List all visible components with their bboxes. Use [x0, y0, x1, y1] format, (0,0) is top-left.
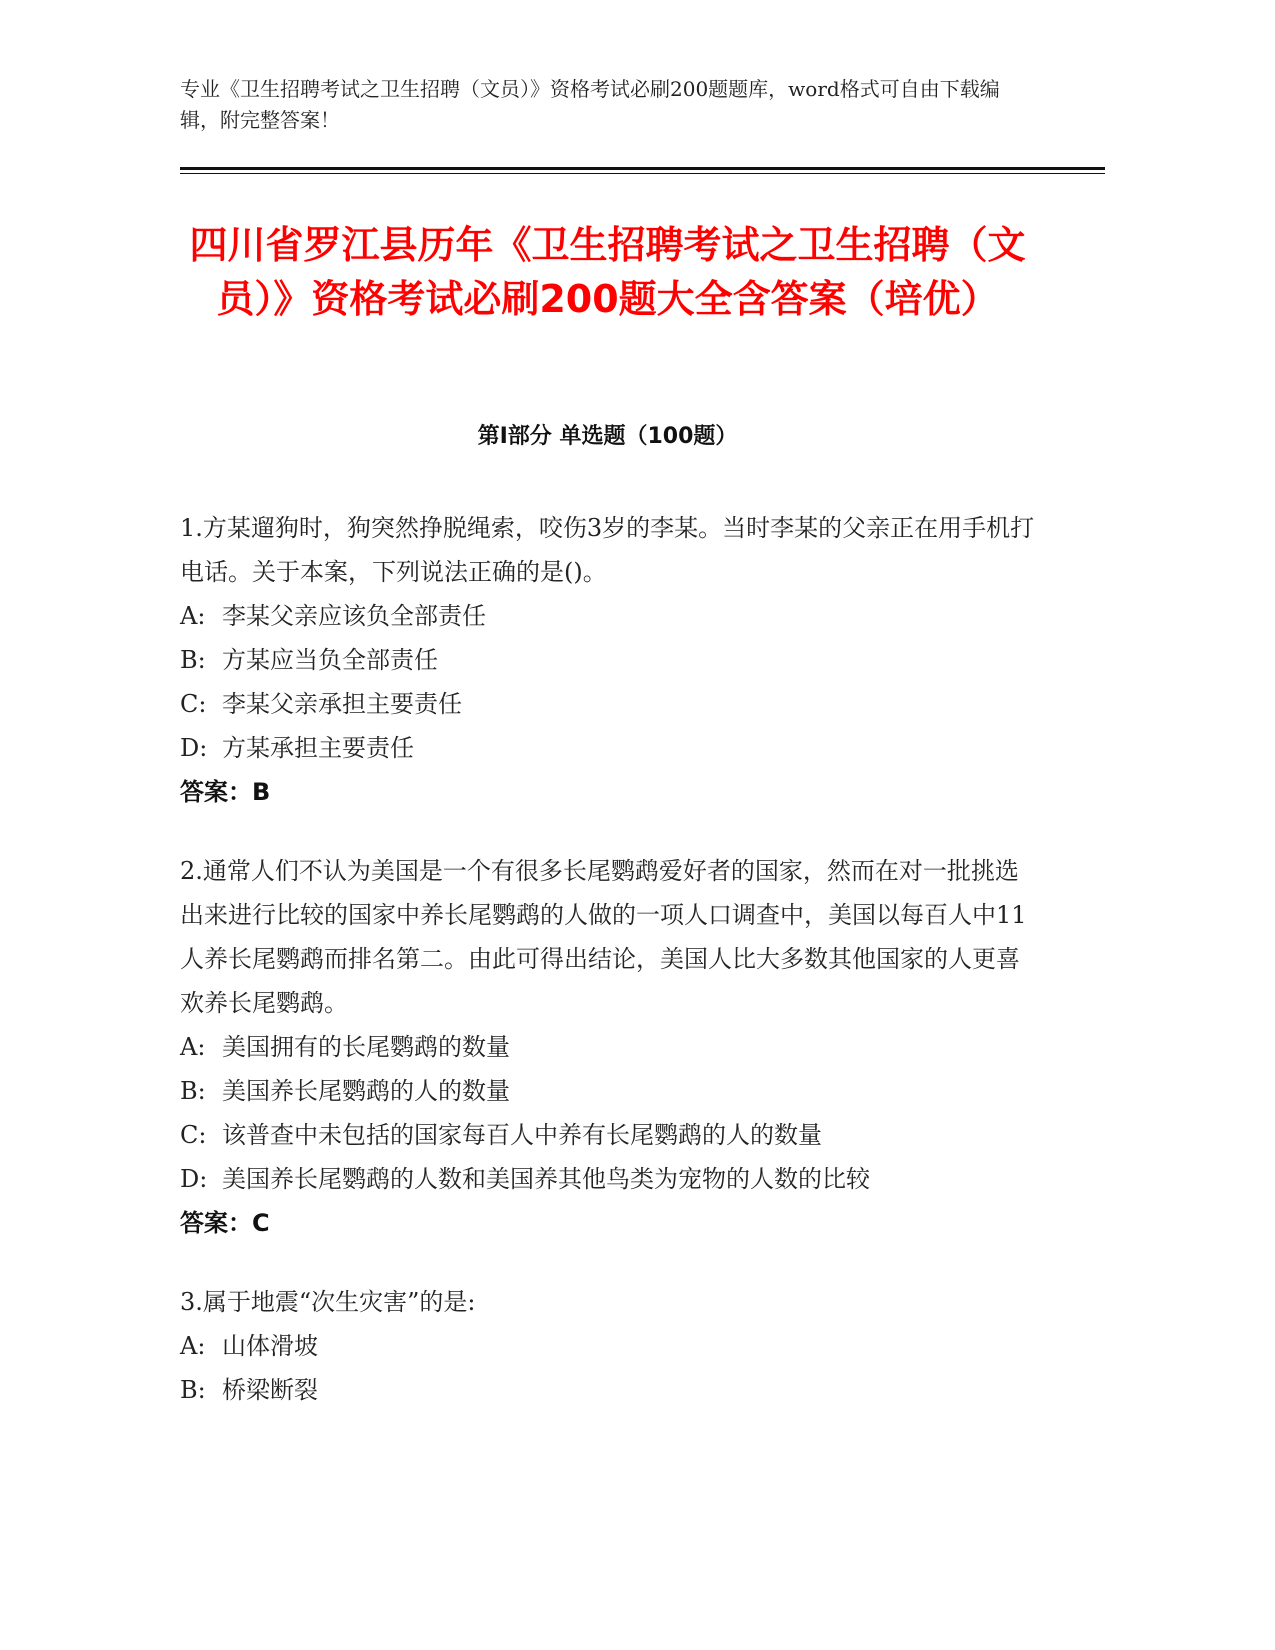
option-letter: B:: [180, 1077, 206, 1105]
option-text: 美国养长尾鹦鹉的人的数量: [222, 1077, 510, 1105]
option-text: 方某应当负全部责任: [222, 646, 438, 674]
option-text: 该普查中未包括的国家每百人中养有长尾鹦鹉的人的数量: [222, 1121, 822, 1149]
option-d: [180, 1157, 1040, 1201]
option-letter: B:: [180, 1376, 206, 1404]
option-b: [180, 1368, 1040, 1412]
option-text: 李某父亲承担主要责任: [222, 690, 462, 718]
option-text: 方某承担主要责任: [222, 734, 414, 762]
option-letter: A:: [180, 1332, 206, 1360]
question-1: [180, 506, 1040, 814]
option-text: 美国养长尾鹦鹉的人数和美国养其他鸟类为宠物的人数的比较: [222, 1165, 870, 1193]
option-a: [180, 1324, 1040, 1368]
question-3: [180, 1280, 1040, 1412]
option-letter: D:: [180, 734, 208, 762]
document-title: 四川省罗江县历年《卫生招聘考试之卫生招聘（文员）》资格考试必刷200题大全含答案（培优）: [189, 223, 1026, 321]
option-text: 李某父亲应该负全部责任: [222, 602, 486, 630]
option-letter: A:: [180, 602, 206, 630]
option-text: 山体滑坡: [222, 1332, 318, 1360]
option-a: [180, 1025, 1040, 1069]
option-letter: D:: [180, 1165, 208, 1193]
option-c: [180, 682, 1040, 726]
question-stem: 2.通常人们不认为美国是一个有很多长尾鹦鹉爱好者的国家，然而在对一批挑选出来进行比较的国家中养长尾鹦鹉的人做的一项人口调查中，美国以每百人中11人养长尾鹦鹉而排名第二。由此可得出结论，美国人比大多数其他国家的人更喜欢养长尾鹦鹉。: [180, 857, 1027, 1017]
option-c: [180, 1113, 1040, 1157]
header-divider-thick: [180, 167, 1105, 170]
header-divider-thin: [180, 173, 1105, 174]
question-stem: 1.方某遛狗时，狗突然挣脱绳索，咬伤3岁的李某。当时李某的父亲正在用手机打电话。关于本案，下列说法正确的是()。: [180, 514, 1035, 586]
section-heading: 第I部分 单选题（100题）: [477, 424, 738, 449]
answer-line: 答案：C: [180, 1209, 270, 1237]
header-note: 专业《卫生招聘考试之卫生招聘（文员）》资格考试必刷200题题库，word格式可自由下载编辑，附完整答案！: [180, 77, 1000, 132]
answer-line: 答案：B: [180, 778, 271, 806]
option-d: [180, 726, 1040, 770]
question-2: [180, 849, 1040, 1245]
option-b: [180, 1069, 1040, 1113]
question-list: [180, 506, 1040, 1447]
option-letter: C:: [180, 1121, 207, 1149]
option-letter: C:: [180, 690, 207, 718]
option-a: [180, 594, 1040, 638]
option-letter: B:: [180, 646, 206, 674]
option-b: [180, 638, 1040, 682]
question-stem: 3.属于地震“次生灾害”的是:: [180, 1288, 476, 1316]
option-text: 桥梁断裂: [222, 1376, 318, 1404]
option-text: 美国拥有的长尾鹦鹉的数量: [222, 1033, 510, 1061]
option-letter: A:: [180, 1033, 206, 1061]
